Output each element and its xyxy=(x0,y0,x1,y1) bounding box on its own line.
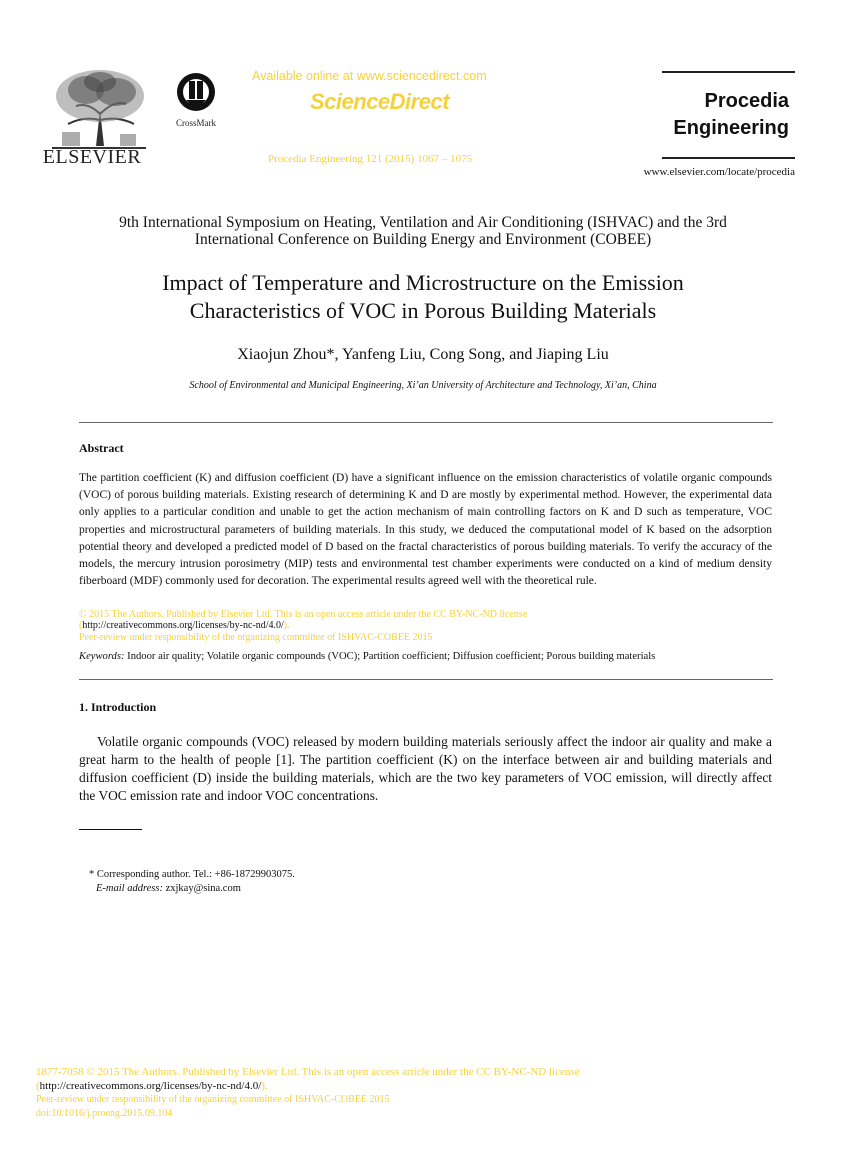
sciencedirect-logo: ScienceDirect xyxy=(310,89,450,114)
keywords-list: Indoor air quality; Volatile organic compounds (VOC); Partition coefficient; Diffusion coefficient; Porous building materials xyxy=(127,651,656,662)
abstract-heading: Abstract xyxy=(79,441,124,455)
footer-license-link[interactable]: http://creativecommons.org/licenses/by-nc-nd/4.0/ xyxy=(39,1080,262,1092)
journal-title-line1: Procedia xyxy=(704,90,789,112)
conference-name xyxy=(40,214,806,248)
license-link[interactable]: http://creativecommons.org/licenses/by-nc-nd/4.0/ xyxy=(82,620,284,631)
publisher-name: ELSEVIER xyxy=(42,146,142,168)
affiliation: School of Environmental and Municipal Engineering, Xi’an University of Architecture and Technology, Xi’an, China xyxy=(189,380,657,391)
conference-line1: 9th International Symposium on Heating, Ventilation and Air Conditioning (ISHVAC) and the 3rd xyxy=(119,214,727,231)
footer-license-line: 1877-7058 © 2015 The Authors. Published by Elsevier Ltd. This is an open access article under the CC BY-NC-ND license xyxy=(36,1066,580,1078)
paren-open: ( xyxy=(79,620,83,631)
crossmark-badge[interactable] xyxy=(172,72,220,128)
section-heading: 1. Introduction xyxy=(79,700,157,714)
keywords-label: Keywords: xyxy=(79,651,125,662)
journal-logo xyxy=(662,71,795,159)
email-address[interactable]: zxjkay@sina.com xyxy=(165,883,241,894)
divider xyxy=(662,71,795,73)
abstract-body: The partition coefficient (K) and diffusion coefficient (D) have a significant influence on the emission characteristics of volatile organic compounds (VOC) of porous building materials. Existing research of determining K and D are mostly by experimental method. However, the experimental data only applies to a particular condition and unable to get the action mechanism of main controlling factors on K and D such as temperature, VOC properties and microstructural parameters of building materials. In this study, we deduced the computational model of K based on the adsorption potential theory and developed a predicted model of D based on the fractal characteristics of porous building materials. To verify the accuracy of the models, the mercury intrusion porosimetry (MIP) tests and environmental test chamber experiments were conducted on a kind of medium density fiberboard (MDF) commonly used for decoration. The experimental results agreed well with the theoretical rule. xyxy=(79,472,772,588)
corresponding-author-note: * Corresponding author. Tel.: +86-18729903075. xyxy=(89,869,295,880)
footnote-divider xyxy=(79,829,142,830)
open-access-notice: © 2015 The Authors. Published by Elsevier Ltd. This is an open access article under the CC BY-NC-ND license xyxy=(79,609,528,620)
journal-title-line2: Engineering xyxy=(673,117,789,139)
journal-reference: Procedia Engineering 121 (2015) 1067 – 1075 xyxy=(268,153,473,165)
conference-line2: International Conference on Building Energy and Environment (COBEE) xyxy=(194,231,652,248)
paper-title xyxy=(40,269,806,325)
divider xyxy=(79,422,773,423)
email-label: E-mail address: xyxy=(96,883,163,894)
journal-title xyxy=(659,88,789,142)
introduction-paragraph: Volatile organic compounds (VOC) released by modern building materials seriously affect the indoor air quality and make a great harm to the health of people [1]. The partition coefficient (K) on the interface between air and building materials and diffusion coefficient (D) inside the building materials, which are the two key parameters of VOC emission, will directly affect the VOC emission rate and indoor VOC concentrations. xyxy=(79,734,772,803)
journal-url-link[interactable]: www.elsevier.com/locate/procedia xyxy=(643,166,795,178)
paper-title-line1: Impact of Temperature and Microstructure on the Emission xyxy=(162,270,684,295)
author-list: Xiaojun Zhou*, Yanfeng Liu, Cong Song, and Jiaping Liu xyxy=(237,346,609,363)
peer-review-notice: Peer-review under responsibility of the organizing committee of ISHVAC-COBEE 2015 xyxy=(79,632,433,643)
footer-peer-review: Peer-review under responsibility of the organizing committee of ISHVAC-COBEE 2015 xyxy=(36,1094,390,1105)
footer-doi[interactable]: doi:10.1016/j.proeng.2015.09.104 xyxy=(36,1108,173,1119)
keywords xyxy=(79,651,779,662)
tree-icon xyxy=(48,66,150,150)
divider xyxy=(79,679,773,680)
footer-license-link-line xyxy=(36,1079,796,1093)
footer-notice xyxy=(36,1065,796,1121)
paren-close: ). xyxy=(261,1080,268,1092)
crossmark-label: CrossMark xyxy=(176,118,216,128)
crossmark-icon xyxy=(176,72,216,112)
license-link-line xyxy=(79,620,772,632)
divider xyxy=(662,157,795,159)
paper-title-line2: Characteristics of VOC in Porous Building Materials xyxy=(189,298,657,323)
email-note xyxy=(96,883,241,894)
paren-open: ( xyxy=(36,1080,40,1092)
paren-close: ). xyxy=(283,620,290,631)
available-online-text: Available online at www.sciencedirect.com xyxy=(252,69,487,83)
